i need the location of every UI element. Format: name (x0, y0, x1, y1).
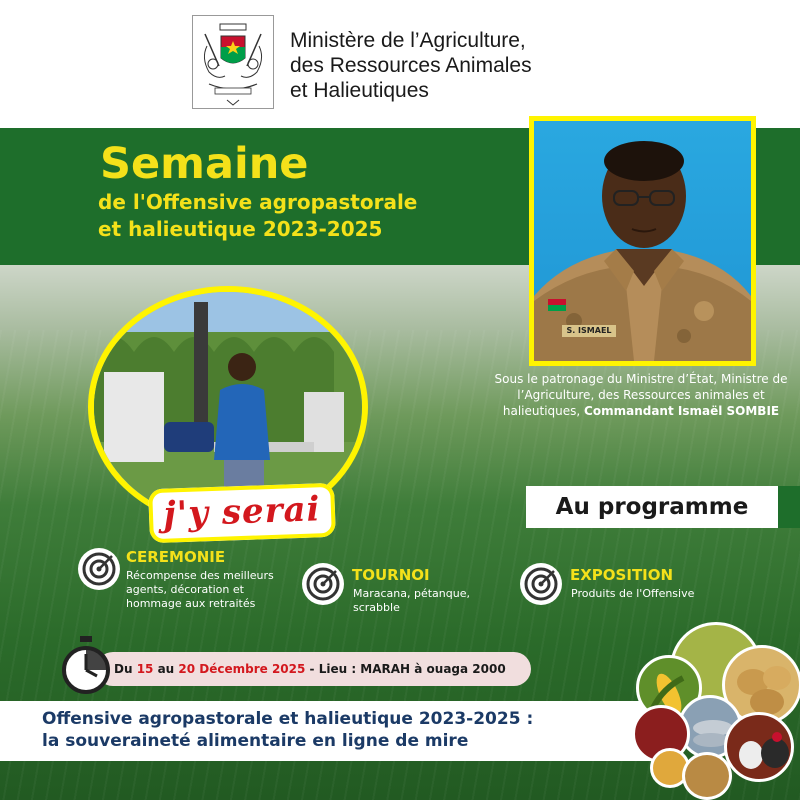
jy-serai-text: j'y serai (162, 489, 322, 535)
grain-photo (682, 752, 732, 800)
poultry-photo (724, 712, 794, 782)
jy-serai-badge (148, 483, 336, 543)
date-location-bar (96, 652, 531, 686)
slogan-line-1: Offensive agropastorale et halieutique 2023-2025 : (42, 709, 534, 729)
tournoi-title: TOURNOI (352, 566, 430, 584)
event-title: Semaine (100, 139, 309, 189)
ministry-line-3: et Halieutiques (290, 79, 429, 102)
slogan-line-2: la souveraineté alimentaire en ligne de mire (42, 731, 469, 751)
patronage-text: Sous le patronage du Ministre d’État, Ministre de l’Agriculture, des Ressources animales et halieutiques, (494, 372, 788, 418)
uniform-nameplate: S. ISMAEL (562, 325, 616, 337)
exposition-description (571, 587, 694, 601)
minister-portrait-frame (529, 116, 756, 366)
exposition-title: EXPOSITION (570, 566, 674, 584)
target-icon (302, 563, 344, 605)
ceremonie-title: CEREMONIE (126, 548, 226, 566)
tournoi-desc-line: Maracana, pétanque, (353, 587, 470, 600)
ministry-name (290, 28, 532, 103)
date-prefix: Du (114, 662, 137, 676)
target-icon (520, 563, 562, 605)
tournoi-desc-line: scrabble (353, 601, 400, 614)
event-subtitle-line-1: de l'Offensive agropastorale (98, 190, 418, 214)
ministry-line-2: des Ressources Animales (290, 54, 532, 77)
start-day: 15 (136, 662, 154, 676)
programme-heading-box (526, 486, 778, 528)
ministry-line-1: Ministère de l’Agriculture, (290, 29, 526, 52)
location: - Lieu : MARAH à ouaga 2000 (305, 662, 506, 676)
coat-of-arms-logo (192, 15, 274, 109)
patronage-name: Commandant Ismaël SOMBIE (584, 404, 780, 418)
ceremonie-desc-line: agents, décoration et (126, 583, 244, 596)
date-location-text (114, 662, 506, 676)
target-icon (78, 548, 120, 590)
tournoi-description (353, 587, 470, 615)
event-subtitle-line-2: et halieutique 2023-2025 (98, 217, 383, 241)
date-middle: au (153, 662, 179, 676)
minister-portrait (534, 121, 751, 361)
patronage-caption (492, 371, 790, 419)
ceremonie-description (126, 569, 274, 611)
stopwatch-icon (60, 636, 112, 696)
event-subtitle (98, 189, 417, 243)
exposition-desc-line: Produits de l'Offensive (571, 587, 695, 600)
programme-heading: Au programme (555, 494, 749, 520)
end-date: 20 Décembre 2025 (178, 662, 306, 676)
programme-heading-accent (778, 486, 800, 528)
ceremonie-desc-line: Récompense des meilleurs (126, 569, 274, 582)
ceremonie-desc-line: hommage aux retraités (126, 597, 256, 610)
slogan-text (42, 708, 533, 752)
